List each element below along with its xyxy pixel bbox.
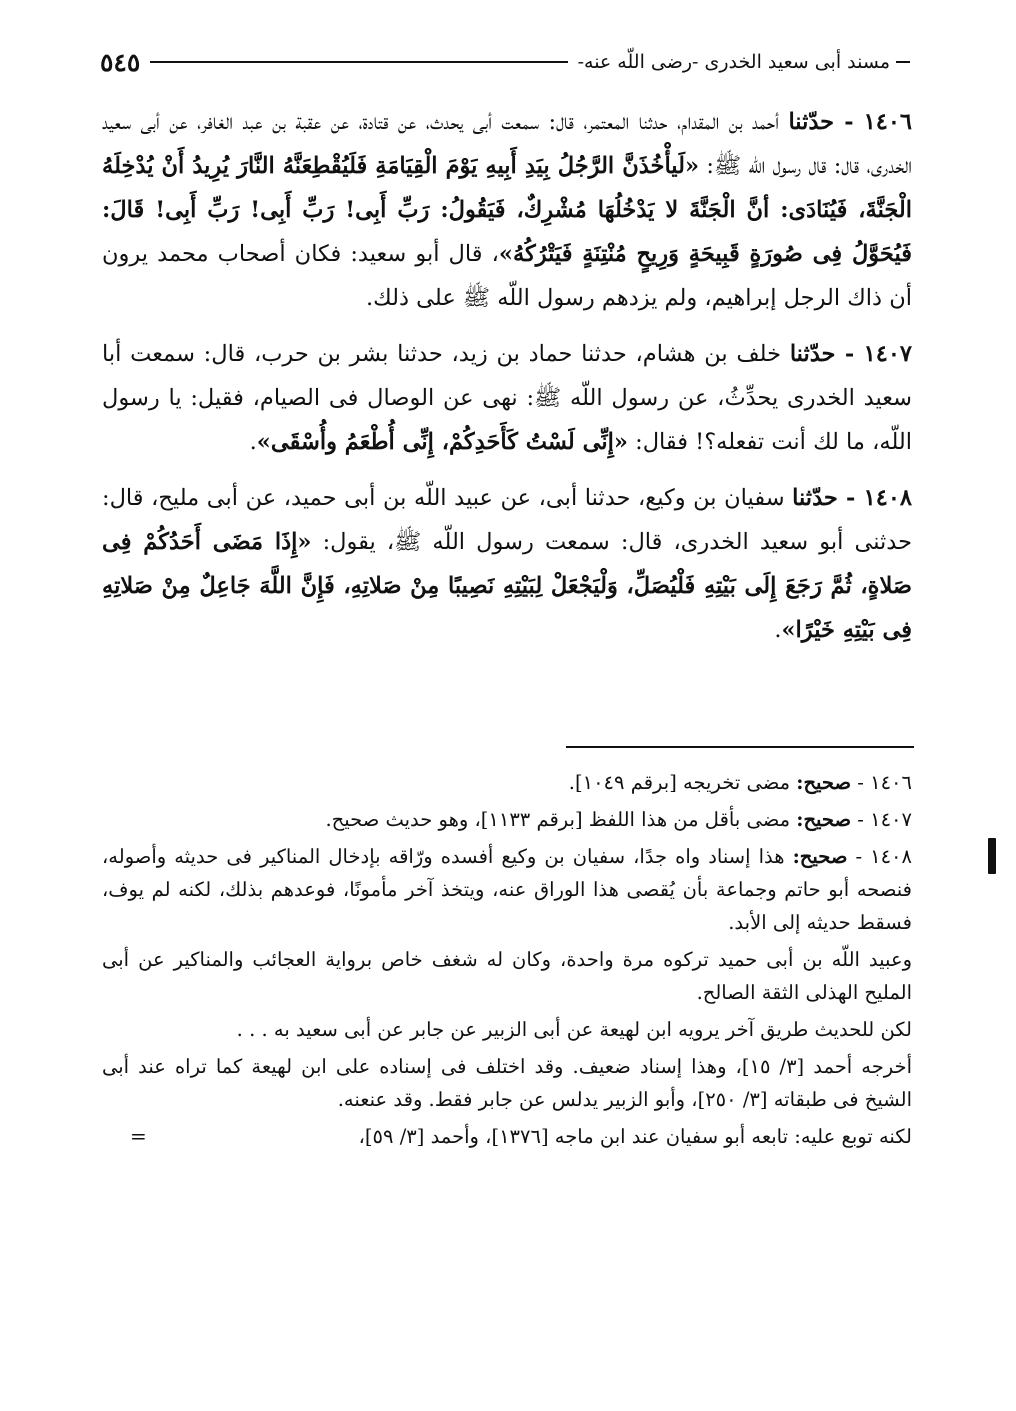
hadith-number: ١٤٠٦	[863, 109, 912, 135]
footnote-paragraph: أخرجه أحمد [٣/ ١٥]، وهذا إسناد ضعيف. وقد اختلف فى إسناده على ابن لهيعة كما تراه عند أبى الشيخ فى طبقاته [٣/ ٢٥٠]، وأبو الزبير يدلس عن جابر فقط. وقد عنعنه.	[102, 1055, 912, 1111]
footnote-text: مضى بأقل من هذا اللفظ [برقم ١١٣٣]، وهو حديث صحيح.	[325, 808, 791, 831]
header-dash	[896, 61, 910, 63]
header-rule	[150, 61, 567, 63]
hadith-opening: حدّثنا	[789, 341, 836, 367]
footnote-1407: ١٤٠٧ - صحيح: مضى بأقل من هذا اللفظ [برقم ١١٣٣]، وهو حديث صحيح.	[325, 808, 912, 831]
grade-label: صحيح:	[792, 845, 848, 868]
hadith-body	[102, 100, 912, 664]
hadith-tail: .	[249, 429, 257, 455]
hadith-1406: ١٤٠٦ - حدّثنا أحمد بن المقدام، حدثنا المعتمر، قال: سمعت أبى يحدث، عن قتادة، عن عقبة بن عبد الغافر، عن أبى سعيد الخدرى، قال: قال رسول اللّه ﷺ: «لَيأْخُذَنَّ الرَّجُلُ بِيَدِ أَبِيهِ يَوْمَ الْقِيَامَةِ فَلَيُقْطِعَنَّهُ النَّارَ يُرِيدُ أَنْ يُدْخِلَهُ الْجَنَّةَ، فَيُنَادَى: أنَّ الْجَنَّةَ لا يَدْخُلُهَا مُشْرِكٌ، فَيَقُولُ: رَبِّ أَبِى! رَبِّ أَبِى! رَبِّ أَبِى! قَالَ: فَيُحَوَّلُ فِى صُورَةٍ قَبِيحَةٍ وَرِيحٍ مُنْتِنَةٍ فَيَتْرُكُهُ»، قال أبو سعيد: فكان أصحاب محمد يرون أن ذاك الرجل إبراهيم، ولم يزدهم رسول اللّه ﷺ على ذلك.	[102, 109, 913, 311]
hadith-isnad: أحمد بن المقدام، حدثنا المعتمر، قال: سمعت أبى يحدث، عن قتادة، عن عقبة بن عبد الغافر، عن أبى سعيد الخدرى، قال: قال رسول اللّه ﷺ:	[102, 109, 913, 179]
footnote-number: ١٤٠٧	[870, 808, 912, 831]
footnote-last-line	[102, 1120, 912, 1153]
footnote-paragraph: وعبيد اللّه بن أبى حميد تركوه مرة واحدة، وكان له شغف خاص برواية العجائب والمناكير عن أبى المليح الهذلى الثقة الصالح.	[102, 948, 912, 1004]
hadith-tail: ، قال أبو سعيد: فكان أصحاب محمد يرون أن ذاك الرجل إبراهيم، ولم يزدهم رسول اللّه ﷺ على ذلك.	[102, 241, 912, 311]
hadith-matn: «لَيأْخُذَنَّ الرَّجُلُ بِيَدِ أَبِيهِ يَوْمَ الْقِيَامَةِ فَلَيُقْطِعَنَّهُ النَّارَ يُرِيدُ أَنْ يُدْخِلَهُ الْجَنَّةَ، فَيُنَادَى: أنَّ الْجَنَّةَ لا يَدْخُلُهَا مُشْرِكٌ، فَيَقُولُ: رَبِّ أَبِى! رَبِّ أَبِى! رَبِّ أَبِى! قَالَ: فَيُحَوَّلُ فِى صُورَةٍ قَبِيحَةٍ وَرِيحٍ مُنْتِنَةٍ فَيَتْرُكُهُ»	[102, 153, 912, 267]
footnote-paragraph: لكن للحديث طريق آخر يرويه ابن لهيعة عن أبى الزبير عن جابر عن أبى سعيد به . . .	[236, 1018, 912, 1041]
hadith-opening: حدّثنا	[788, 109, 835, 135]
grade-label: صحيح:	[796, 808, 852, 831]
hadith-isnad: خلف بن هشام، حدثنا حماد بن زيد، حدثنا بشر بن حرب، قال: سمعت أبا سعيد الخدرى يحدِّثُ، عن رسول اللّه ﷺ: نهى عن الوصال فى الصيام، فقيل: يا رسول اللّه، ما لك أنت تفعله؟! فقال:	[102, 341, 912, 455]
hadith-isnad: سفيان بن وكيع، حدثنا أبى، عن عبيد اللّه بن أبى حميد، عن أبى مليح، قال: حدثنى أبو سعيد الخدرى، قال: سمعت رسول اللّه ﷺ، يقول:	[102, 485, 913, 555]
hadith-matn: «إِنِّى لَسْتُ كَأَحَدِكُمْ، إِنِّى أُطْعَمُ وأُسْقَى»	[256, 429, 628, 455]
hadith-tail: .	[774, 617, 782, 643]
footnote-text: مضى تخريجه [برقم ١٠٤٩].	[568, 771, 791, 794]
hadith-number: ١٤٠٧	[863, 341, 912, 367]
footnote-paragraph: لكنه توبع عليه: تابعه أبو سفيان عند ابن ماجه [١٣٧٦]، وأحمد [٣/ ٥٩]،	[358, 1125, 912, 1148]
page-number: ٥٤٥	[100, 47, 141, 77]
grade-label: صحيح:	[796, 771, 852, 794]
hadith-1408: ١٤٠٨ - حدّثنا سفيان بن وكيع، حدثنا أبى، عن عبيد اللّه بن أبى حميد، عن أبى مليح، قال: حدثنى أبو سعيد الخدرى، قال: سمعت رسول اللّه ﷺ، يقول: «إِذَا مَضَى أَحَدُكُمْ فِى صَلاةٍ، ثُمَّ رَجَعَ إِلَى بَيْتِهِ فَلْيُصَلِّ، وَلْيَجْعَلْ لِبَيْتِهِ نَصِيبًا مِنْ صَلاتِهِ، فَإِنَّ اللَّهَ جَاعِلٌ مِنْ صَلاتِهِ فِى بَيْتِهِ خَيْرًا».	[102, 485, 913, 643]
footnote-1406: ١٤٠٦ - صحيح: مضى تخريجه [برقم ١٠٤٩].	[568, 771, 912, 794]
footnote-text: هذا إسناد واه جدًا، سفيان بن وكيع أفسده ورّاقه بإدخال المناكير فى حديثه وأصوله، فنصحه أبو حاتم وجماعة بأن يُقصى هذا الوراق عنه، ويتخذ آخر مأمونًا، فوعدهم بذلك، لكنه لم يوف، فسقط حديثه إلى الأبد.	[102, 845, 912, 934]
page-header	[100, 44, 910, 80]
footnote-number: ١٤٠٨	[870, 845, 913, 868]
footnote-separator	[566, 746, 914, 748]
margin-mark	[988, 838, 996, 874]
hadith-1407: ١٤٠٧ - حدّثنا خلف بن هشام، حدثنا حماد بن زيد، حدثنا بشر بن حرب، قال: سمعت أبا سعيد الخدرى يحدِّثُ، عن رسول اللّه ﷺ: نهى عن الوصال فى الصيام، فقيل: يا رسول اللّه، ما لك أنت تفعله؟! فقال: «إِنِّى لَسْتُ كَأَحَدِكُمْ، إِنِّى أُطْعَمُ وأُسْقَى».	[102, 341, 912, 455]
hadith-matn: «إِذَا مَضَى أَحَدُكُمْ فِى صَلاةٍ، ثُمَّ رَجَعَ إِلَى بَيْتِهِ فَلْيُصَلِّ، وَلْيَجْعَلْ لِبَيْتِهِ نَصِيبًا مِنْ صَلاتِهِ، فَإِنَّ اللَّهَ جَاعِلٌ مِنْ صَلاتِهِ فِى بَيْتِهِ خَيْرًا»	[102, 529, 912, 643]
footnote-1408: ١٤٠٨ - صحيح: هذا إسناد واه جدًا، سفيان بن وكيع أفسده ورّاقه بإدخال المناكير فى حديثه وأصوله، فنصحه أبو حاتم وجماعة بأن يُقصى هذا الوراق عنه، ويتخذ آخر مأمونًا، فوعدهم بذلك، لكنه لم يوف، فسقط حديثه إلى الأبد.	[102, 845, 913, 934]
continuation-mark: =	[130, 1124, 147, 1148]
hadith-opening: حدّثنا	[792, 485, 838, 511]
footnotes	[102, 766, 912, 1157]
running-title: مسند أبى سعيد الخدرى -رضى اللّه عنه-	[577, 51, 890, 73]
hadith-number: ١٤٠٨	[863, 485, 913, 511]
footnote-number: ١٤٠٦	[870, 771, 912, 794]
